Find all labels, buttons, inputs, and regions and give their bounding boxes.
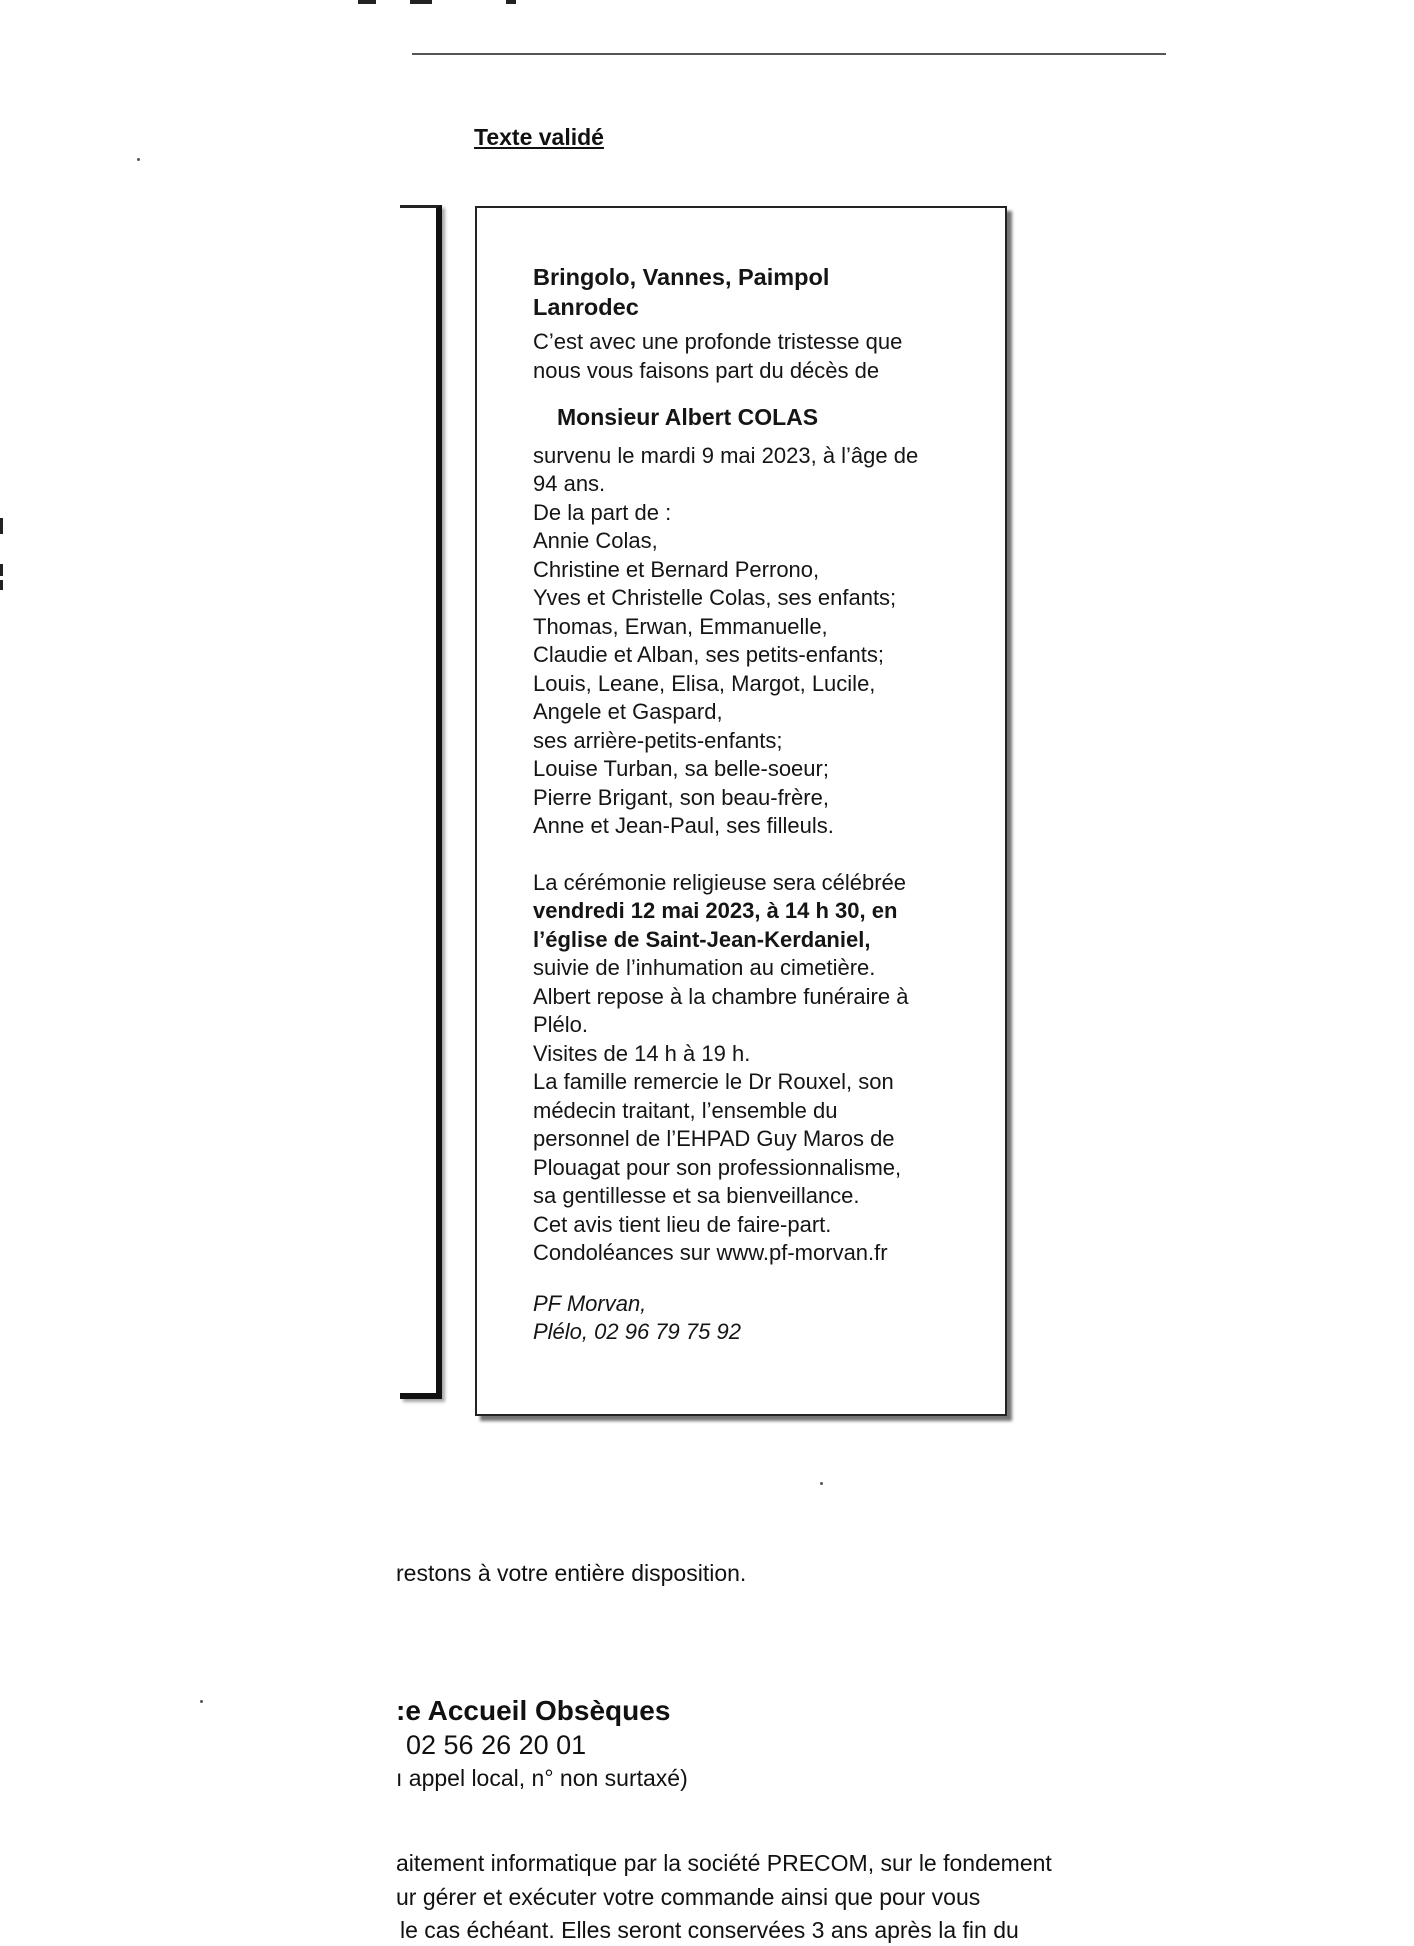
body-line: Pierre Brigant, son beau-frère, <box>533 784 829 810</box>
legal-line: aitement informatique par la société PRECOM, sur le fondement <box>396 1850 1052 1876</box>
ceremony-line: Plélo. <box>533 1012 589 1037</box>
scan-speck <box>200 1700 203 1703</box>
body-line: Anne et Jean-Paul, ses filleuls. <box>533 813 834 838</box>
notice-family-list <box>533 442 993 841</box>
previous-notice-frame <box>400 205 442 1399</box>
ceremony-intro: La cérémonie religieuse sera célébrée <box>533 869 906 895</box>
ceremony-line: personnel de l’EHPAD Guy Maros de <box>533 1126 895 1151</box>
location-line: Lanrodec <box>533 294 639 320</box>
body-line: 94 ans. <box>533 471 606 496</box>
ceremony-date: vendredi 12 mai 2023, à 14 h 30, en <box>533 898 898 923</box>
notice-locations <box>533 262 993 322</box>
ceremony-line: Plouagat pour son professionnalisme, <box>533 1154 902 1180</box>
ceremony-line: Albert repose à la chambre funéraire à <box>533 983 909 1009</box>
notice-content <box>533 262 993 1347</box>
body-line: Christine et Bernard Perrono, <box>533 556 820 582</box>
body-line: ses arrière-petits-enfants; <box>533 727 783 753</box>
ceremony-line: suivie de l’inhumation au cimetière. <box>533 955 876 980</box>
body-line: Annie Colas, <box>533 528 658 553</box>
funeral-home <box>533 1290 993 1347</box>
location-line: Bringolo, Vannes, Paimpol <box>533 264 830 290</box>
phone-note: ı appel local, n° non surtaxé) <box>396 1765 688 1791</box>
legal-line: ur gérer et exécuter votre commande ainsi que pour vous <box>396 1884 981 1910</box>
body-line: Louise Turban, sa belle-soeur; <box>533 756 829 781</box>
ceremony-line: La famille remercie le Dr Rouxel, son <box>533 1069 894 1094</box>
disposition-text: restons à votre entière disposition. <box>396 1560 747 1586</box>
top-rule <box>412 53 1166 55</box>
intro-line: C’est avec une profonde tristesse que <box>533 329 903 354</box>
ceremony-line: sa gentillesse et sa bienveillance. <box>533 1183 860 1208</box>
ceremony-place: l’église de Saint-Jean-Kerdaniel, <box>533 926 871 952</box>
body-line: survenu le mardi 9 mai 2023, à l’âge de <box>533 442 919 468</box>
body-line: Thomas, Erwan, Emmanuelle, <box>533 613 828 639</box>
obituary-notice <box>475 206 1007 1416</box>
body-line: Yves et Christelle Colas, ses enfants; <box>533 585 897 610</box>
ceremony-line: Cet avis tient lieu de faire-part. <box>533 1211 832 1237</box>
deceased-name: Monsieur Albert COLAS <box>557 404 819 430</box>
body-line: Claudie et Alban, ses petits-enfants; <box>533 642 884 667</box>
condolences-line: Condoléances sur www.pf-morvan.fr <box>533 1240 888 1265</box>
ceremony-line: médecin traitant, l’ensemble du <box>533 1097 838 1123</box>
top-cut-marks <box>358 0 528 6</box>
service-title: :e Accueil Obsèques <box>396 1695 671 1726</box>
notice-intro <box>533 328 993 385</box>
funeral-home-phone: Plélo, 02 96 79 75 92 <box>533 1319 741 1344</box>
intro-line: nous vous faisons part du décès de <box>533 357 880 383</box>
ceremony-line: Visites de 14 h à 19 h. <box>533 1040 751 1066</box>
legal-line: le cas échéant. Elles seront conservées 3 ans après la fin du <box>400 1917 1019 1943</box>
page-title: Texte validé <box>474 124 604 150</box>
ceremony-details <box>533 869 993 1268</box>
body-line: Louis, Leane, Elisa, Margot, Lucile, <box>533 670 876 696</box>
scan-speck <box>820 1482 823 1485</box>
left-edge-marks <box>0 518 4 588</box>
service-phone: 02 56 26 20 01 <box>406 1730 587 1760</box>
funeral-home-name: PF Morvan, <box>533 1290 647 1316</box>
scan-speck <box>137 158 140 161</box>
body-line: De la part de : <box>533 499 672 525</box>
body-line: Angele et Gaspard, <box>533 699 723 724</box>
